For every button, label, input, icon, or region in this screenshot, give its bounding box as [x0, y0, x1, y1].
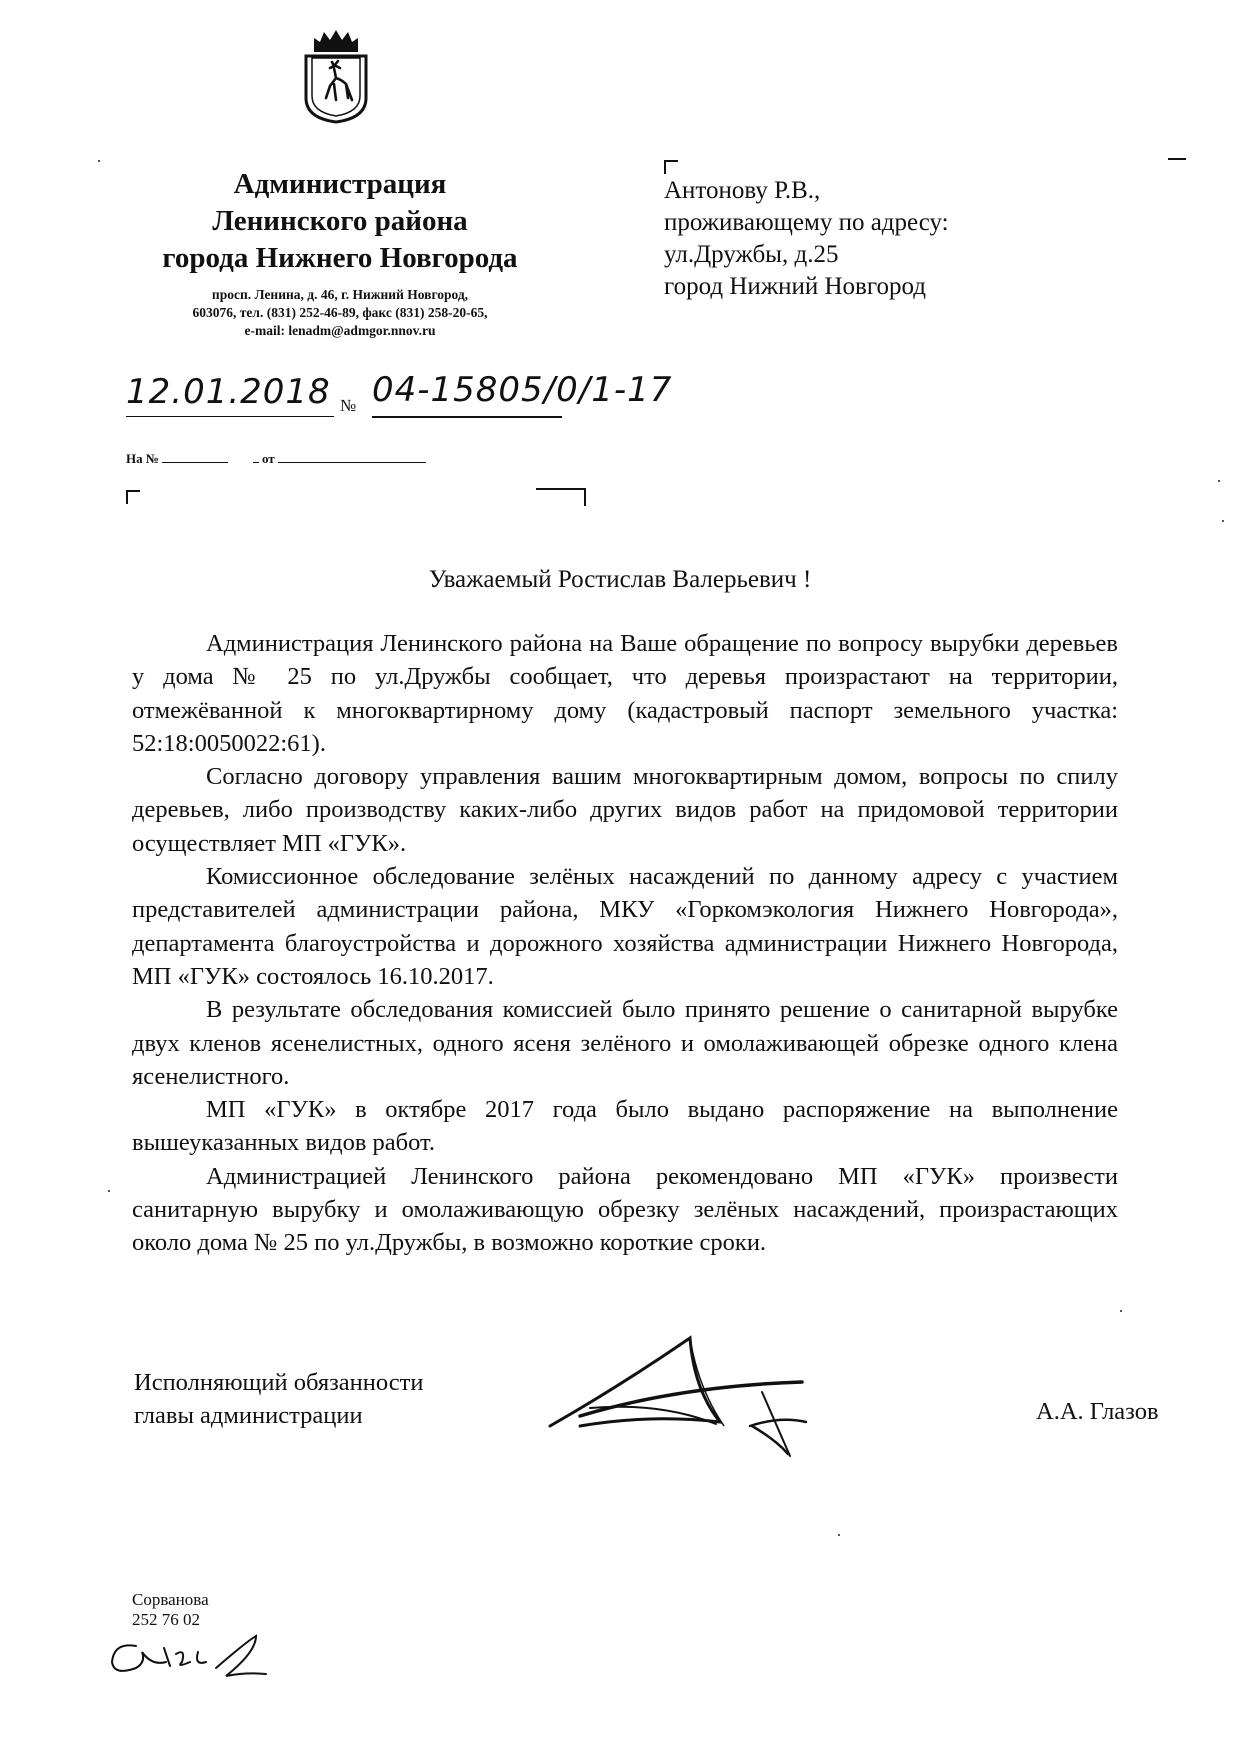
reference-date-field	[278, 450, 426, 463]
organization-title	[110, 166, 570, 277]
reference-number-label: На №	[126, 451, 159, 466]
org-line: Ленинского района	[212, 205, 468, 237]
registration-date: 12.01.2018	[126, 372, 334, 417]
registration-number: 04-15805/0/1-17	[372, 370, 673, 410]
registration-number-underline	[372, 416, 562, 418]
body-paragraph: МП «ГУК» в октябре 2017 года было выдано распоряжение на выполнение вышеуказанных видов работ.	[132, 1096, 1118, 1157]
scan-speck	[98, 160, 100, 162]
body-paragraph: Комиссионное обследование зелёных насаждений по данному адресу с участием представителей администрации района, МКУ «Горкомэкология Нижнего Новгорода», департамента благоустройства и дорожного хозяйства администрации Нижнего Новгорода, МП «ГУК» состоялось 16.10.2017.	[132, 863, 1118, 990]
salutation: Уважаемый Ростислав Валерьевич !	[428, 566, 812, 593]
recipient-block	[664, 175, 949, 303]
executor-name: Сорванова	[132, 1590, 209, 1609]
signatory-role	[134, 1366, 423, 1432]
scan-speck	[1120, 1310, 1122, 1312]
body-paragraph: Администрацией Ленинского района рекомендовано МП «ГУК» произвести санитарную вырубку и омолаживающую обрезку зелёных насаждений, произрастающих около дома № 25 по ул.Дружбы, в возможно короткие сроки.	[132, 1162, 1118, 1257]
handwritten-signature	[540, 1330, 860, 1460]
reference-from-label: от	[261, 451, 275, 466]
role-line: главы администрации	[134, 1402, 363, 1429]
executor-block	[132, 1590, 209, 1630]
recipient-line: Антонову Р.В.,	[664, 177, 821, 204]
body-paragraph: Согласно договору управления вашим многоквартирным домом, вопросы по спилу деревьев, либо производству каких-либо других видов работ на придомовой территории осуществляет МП «ГУК».	[132, 763, 1118, 857]
organization-address	[110, 286, 570, 340]
org-line: города Нижнего Новгорода	[162, 242, 518, 274]
recipient-line: проживающему по адресу:	[664, 209, 949, 236]
scan-speck	[838, 1534, 840, 1536]
org-line: Администрация	[233, 168, 447, 200]
margin-mark	[1168, 158, 1186, 160]
reference-number-field	[162, 450, 228, 463]
role-line: Исполняющий обязанности	[134, 1369, 424, 1396]
recipient-line: ул.Дружбы, д.25	[664, 241, 839, 268]
executor-phone: 252 76 02	[132, 1610, 200, 1629]
executor-initials-signature	[106, 1632, 276, 1682]
letter-body	[132, 627, 1118, 1260]
recipient-line: город Нижний Новгород	[664, 273, 926, 300]
body-paragraph: Администрация Ленинского района на Ваше обращение по вопросу вырубки деревьев у дома № 25 по ул.Дружбы сообщает, что деревья произрастают на территории, отмежёванной к многоквартирному дому (кадастровый паспорт земельного участка: 52:18:0050022:61).	[132, 630, 1118, 757]
address-line: 603076, тел. (831) 252-46-89, факс (831) 258-20-65,	[192, 305, 488, 320]
scan-speck	[108, 1190, 110, 1192]
registration-number-label: №	[340, 396, 357, 415]
reference-row	[126, 450, 426, 467]
reference-dash	[253, 450, 259, 463]
address-line: просп. Ленина, д. 46, г. Нижний Новгород,	[211, 287, 469, 302]
coat-of-arms-emblem	[296, 26, 376, 124]
subject-corner-mark-left	[126, 490, 140, 504]
signatory-name: А.А. Глазов	[1036, 1398, 1159, 1425]
recipient-corner-mark	[664, 160, 678, 174]
subject-corner-mark-right	[536, 488, 586, 506]
scan-speck	[1218, 480, 1220, 482]
scan-speck	[1222, 520, 1224, 522]
address-line: e-mail: lenadm@admgor.nnov.ru	[244, 323, 436, 338]
body-paragraph: В результате обследования комиссией было принято решение о санитарной вырубке двух кленов ясенелистных, одного ясеня зелёного и омолаживающей обрезке одного клена ясенелистного.	[132, 996, 1118, 1090]
